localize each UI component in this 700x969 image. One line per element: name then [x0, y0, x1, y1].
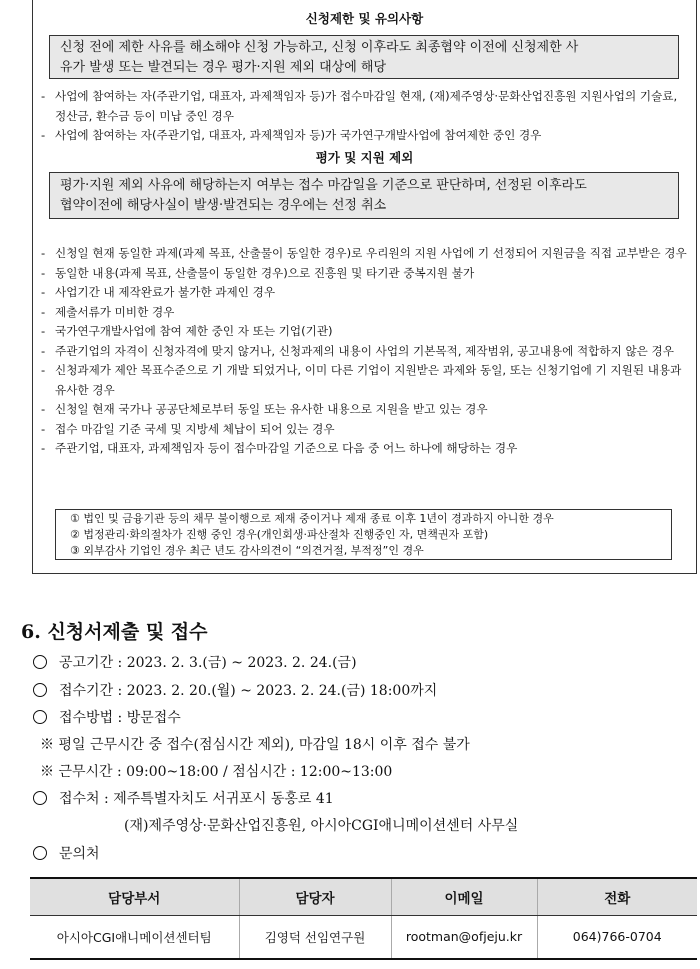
list-item: - 신청일 현재 국가나 공공단체로부터 동일 또는 유사한 내용으로 지원을 받고 있는 경우	[39, 400, 689, 420]
list-item: - 주관기업, 대표자, 과제책임자 등이 접수마감일 기준으로 다음 중 어느 하나에 해당하는 경우	[39, 439, 689, 459]
contact-table	[30, 877, 697, 960]
cell-dept: 아시아CGI애니메이션센터팀	[30, 915, 239, 959]
header-person: 담당자	[239, 878, 391, 915]
notice-period: 공고기간 : 2023. 2. 3.(금) ~ 2023. 2. 24.(금)	[33, 652, 357, 672]
exclusion-list	[39, 244, 689, 459]
list-item: - 사업에 참여하는 자(주관기업, 대표자, 과제책임자 등)가 국가연구개발사업에 참여제한 중인 경우	[39, 126, 689, 146]
cell-person: 김영덕 선임연구원	[239, 915, 391, 959]
reception-org: (재)제주영상·문화산업진흥원, 아시아CGI애니메이션센터 사무실	[124, 818, 519, 834]
note-work-time: ※ 근무시간 : 09:00~18:00 / 점심시간 : 12:00~13:00	[40, 764, 393, 780]
sub-conditions-box	[55, 509, 672, 560]
sub-item: ① 법인 및 금융기관 등의 채무 불이행으로 제재 중이거나 제재 종료 이후 1년이 경과하지 아니한 경우	[70, 512, 554, 525]
circle-bullet-icon	[33, 846, 47, 860]
sub-item: ③ 외부감사 기업인 경우 최근 년도 감사의견이 “의견거절, 부적정”인 경우	[70, 544, 424, 557]
exclusion-title: 평가 및 지원 제외	[315, 150, 414, 165]
list-item: - 국가연구개발사업에 참여 제한 중인 자 또는 기업(기관)	[39, 322, 689, 342]
exclusion-notice: 평가·지원 제외 사유에 해당하는지 여부는 접수 마감일을 기준으로 판단하며, 선정된 이후라도 협약이전에 해당사실이 발생·발견되는 경우에는 선정 취소	[49, 172, 679, 219]
table-row	[30, 915, 697, 959]
section6-heading: 6. 신청서제출 및 접수	[21, 621, 208, 643]
note-hours: ※ 평일 근무시간 중 접수(점심시간 제외), 마감일 18시 이후 접수 불가	[40, 737, 470, 753]
reception-place: 접수처 : 제주특별자치도 서귀포시 동홍로 41	[33, 788, 334, 808]
circle-bullet-icon	[33, 655, 47, 669]
circle-bullet-icon	[33, 683, 47, 697]
list-item: - 신청일 현재 동일한 과제(과제 목표, 산출물이 동일한 경우)로 우리원의 지원 사업에 기 선정되어 지원금을 직접 교부받은 경우	[39, 244, 689, 264]
header-email: 이메일	[391, 878, 537, 915]
restrictions-list	[39, 87, 689, 146]
list-item: - 사업기간 내 제작완료가 불가한 과제인 경우	[39, 283, 689, 303]
reception-period: 접수기간 : 2023. 2. 20.(월) ~ 2023. 2. 24.(금) 18:00까지	[33, 680, 437, 700]
table-header-row	[30, 878, 697, 915]
restrictions-box	[32, 0, 697, 574]
list-item: - 사업에 참여하는 자(주관기업, 대표자, 과제책임자 등)가 접수마감일 현재, (재)제주영상·문화산업진흥원 지원사업의 기술료, 정산금, 환수금 등이 미납 중인 경우	[39, 87, 689, 126]
inquiry: 문의처	[33, 843, 100, 863]
header-dept: 담당부서	[30, 878, 239, 915]
cell-phone: 064)766-0704	[537, 915, 697, 959]
list-item: - 신청과제가 제안 목표수준으로 기 개발 되었거나, 이미 다른 기업이 지원받은 과제와 동일, 또는 신청기업에 기 지원된 내용과 유사한 경우	[39, 361, 689, 400]
cell-email: rootman@ofjeju.kr	[391, 915, 537, 959]
list-item: - 동일한 내용(과제 목표, 산출물이 동일한 경우)으로 진흥원 및 타기관 중복지원 불가	[39, 264, 689, 284]
list-item: - 제출서류가 미비한 경우	[39, 303, 689, 323]
restrictions-title: 신청제한 및 유의사항	[305, 11, 424, 26]
list-item: - 접수 마감일 기준 국세 및 지방세 체납이 되어 있는 경우	[39, 420, 689, 440]
restrictions-notice: 신청 전에 제한 사유를 해소해야 신청 가능하고, 신청 이후라도 최종협약 이전에 신청제한 사 유가 발생 또는 발견되는 경우 평가·지원 제외 대상에 해당	[49, 35, 679, 79]
circle-bullet-icon	[33, 791, 47, 805]
circle-bullet-icon	[33, 710, 47, 724]
sub-item: ② 법정관리·화의절차가 진행 중인 경우(개인회생·파산절차 진행중인 자, 면책권자 포함)	[70, 528, 489, 541]
header-phone: 전화	[537, 878, 697, 915]
reception-method: 접수방법 : 방문접수	[33, 707, 181, 727]
list-item: - 주관기업의 자격이 신청자격에 맞지 않거나, 신청과제의 내용이 사업의 기본목적, 제작범위, 공고내용에 적합하지 않은 경우	[39, 342, 689, 362]
